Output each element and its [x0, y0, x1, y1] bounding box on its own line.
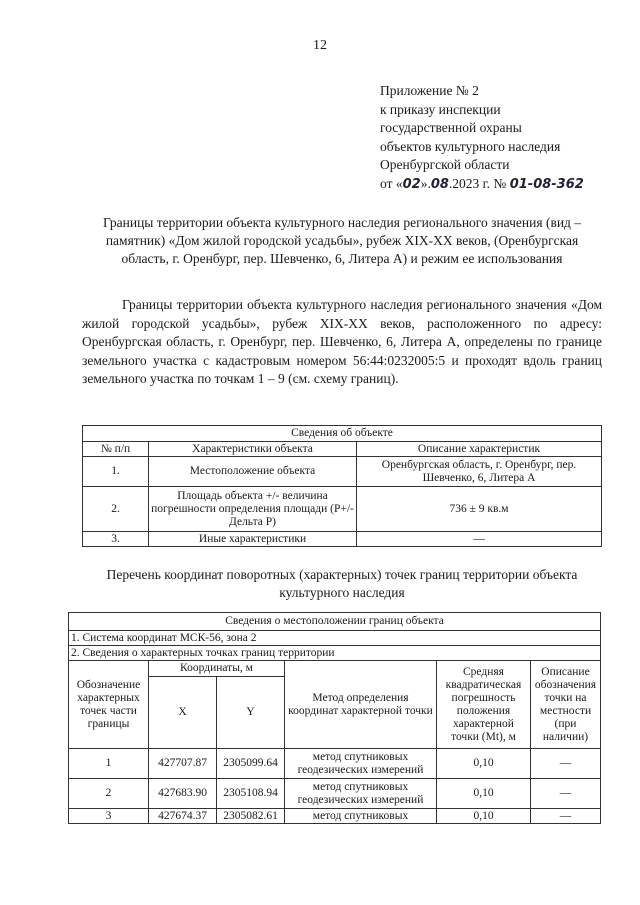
appendix-line: государственной охраны — [380, 120, 522, 136]
cell-desc: — — [531, 809, 601, 824]
column-header: Обозначение характерных точек части границы — [69, 661, 149, 749]
cell-num: 3. — [83, 532, 149, 547]
cell-error: 0,10 — [437, 809, 531, 824]
date-prefix: от « — [380, 175, 403, 191]
cell-method: метод спутниковых геодезических измерений — [285, 749, 437, 779]
cell-num: 2. — [83, 487, 149, 532]
table-row — [83, 457, 602, 487]
coordinates-section-title: Перечень координат поворотных (характерных) точек границ территории объекта культурного наследия — [106, 567, 578, 600]
date-suffix: .2023 г. № — [448, 175, 507, 191]
table-row — [83, 532, 602, 547]
points-header: 2. Сведения о характерных точках границ территории — [69, 646, 601, 661]
cell-description: 736 ± 9 кв.м — [357, 487, 602, 532]
column-header: Описание характеристик — [357, 442, 602, 457]
cell-id: 2 — [69, 779, 149, 809]
cell-num: 1. — [83, 457, 149, 487]
table-row — [69, 749, 601, 779]
cell-y: 2305099.64 — [217, 749, 285, 779]
document-title: Границы территории объекта культурного наследия регионального значения (вид – памятник) «Дом жилой городской усадьбы», рубеж XIX-XX веков, (Оренбургская область, г. Оренбург, пер. Шевченко, 6, Литера А) и режим ее использования — [102, 215, 582, 266]
cell-error: 0,10 — [437, 749, 531, 779]
cell-characteristic: Местоположение объекта — [149, 457, 357, 487]
appendix-line: Оренбургской области — [380, 157, 510, 173]
column-header: Y — [217, 677, 285, 749]
cell-desc: — — [531, 779, 601, 809]
table-caption: Сведения о местоположении границ объекта — [69, 613, 601, 631]
column-header: № п/п — [83, 442, 149, 457]
table-row — [83, 487, 602, 532]
body-paragraph: Границы территории объекта культурного наследия регионального значения «Дом жилой городской усадьбы», рубеж XIX-XX веков, расположенного по адресу: Оренбургская область, г. Оренбург, пер. Шевченко, 6, Литера А, определены по границе земельного участка с кадастровым номером 56:44:0232005:5 и проходят вдоль границ земельного участка по точкам 1 – 9 (см. схему границ). — [82, 297, 602, 387]
cell-id: 1 — [69, 749, 149, 779]
appendix-line: к приказу инспекции — [380, 101, 501, 117]
date-separator: ». — [420, 175, 431, 191]
coordinates-table — [68, 612, 601, 824]
cell-description: Оренбургская область, г. Оренбург, пер. Шевченко, 6, Литера А — [357, 457, 602, 487]
table-row — [69, 779, 601, 809]
cell-x: 427683.90 — [149, 779, 217, 809]
appendix-line: объектов культурного наследия — [380, 138, 561, 154]
cell-characteristic: Площадь объекта +/- величина погрешности определения площади (P+/- Дельта P) — [149, 487, 357, 532]
object-info-table — [82, 425, 602, 547]
cell-method: метод спутниковых — [285, 809, 437, 824]
handwritten-order-number: 01-08-362 — [509, 176, 584, 192]
column-header: Характеристики объекта — [149, 442, 357, 457]
coordinate-system: 1. Система координат МСК-56, зона 2 — [69, 631, 601, 646]
column-header: X — [149, 677, 217, 749]
cell-error: 0,10 — [437, 779, 531, 809]
handwritten-month: 08 — [430, 176, 449, 192]
column-header: Координаты, м — [149, 661, 285, 677]
appendix-block — [380, 82, 584, 195]
cell-x: 427707.87 — [149, 749, 217, 779]
appendix-date-line — [380, 175, 584, 195]
column-header: Описание обозначения точки на местности (при наличии) — [531, 661, 601, 749]
table-caption: Сведения об объекте — [83, 426, 602, 442]
cell-desc: — — [531, 749, 601, 779]
cell-y: 2305082.61 — [217, 809, 285, 824]
handwritten-day: 02 — [402, 176, 421, 192]
cell-id: 3 — [69, 809, 149, 824]
column-header: Метод определения координат характерной точки — [285, 661, 437, 749]
cell-characteristic: Иные характеристики — [149, 532, 357, 547]
page-number: 12 — [313, 38, 327, 53]
cell-x: 427674.37 — [149, 809, 217, 824]
cell-description: — — [357, 532, 602, 547]
column-header: Средняя квадратическая погрешность положения характерной точки (Mt), м — [437, 661, 531, 749]
table-row — [69, 809, 601, 824]
appendix-line: Приложение № 2 — [380, 83, 479, 98]
cell-y: 2305108.94 — [217, 779, 285, 809]
cell-method: метод спутниковых геодезических измерений — [285, 779, 437, 809]
